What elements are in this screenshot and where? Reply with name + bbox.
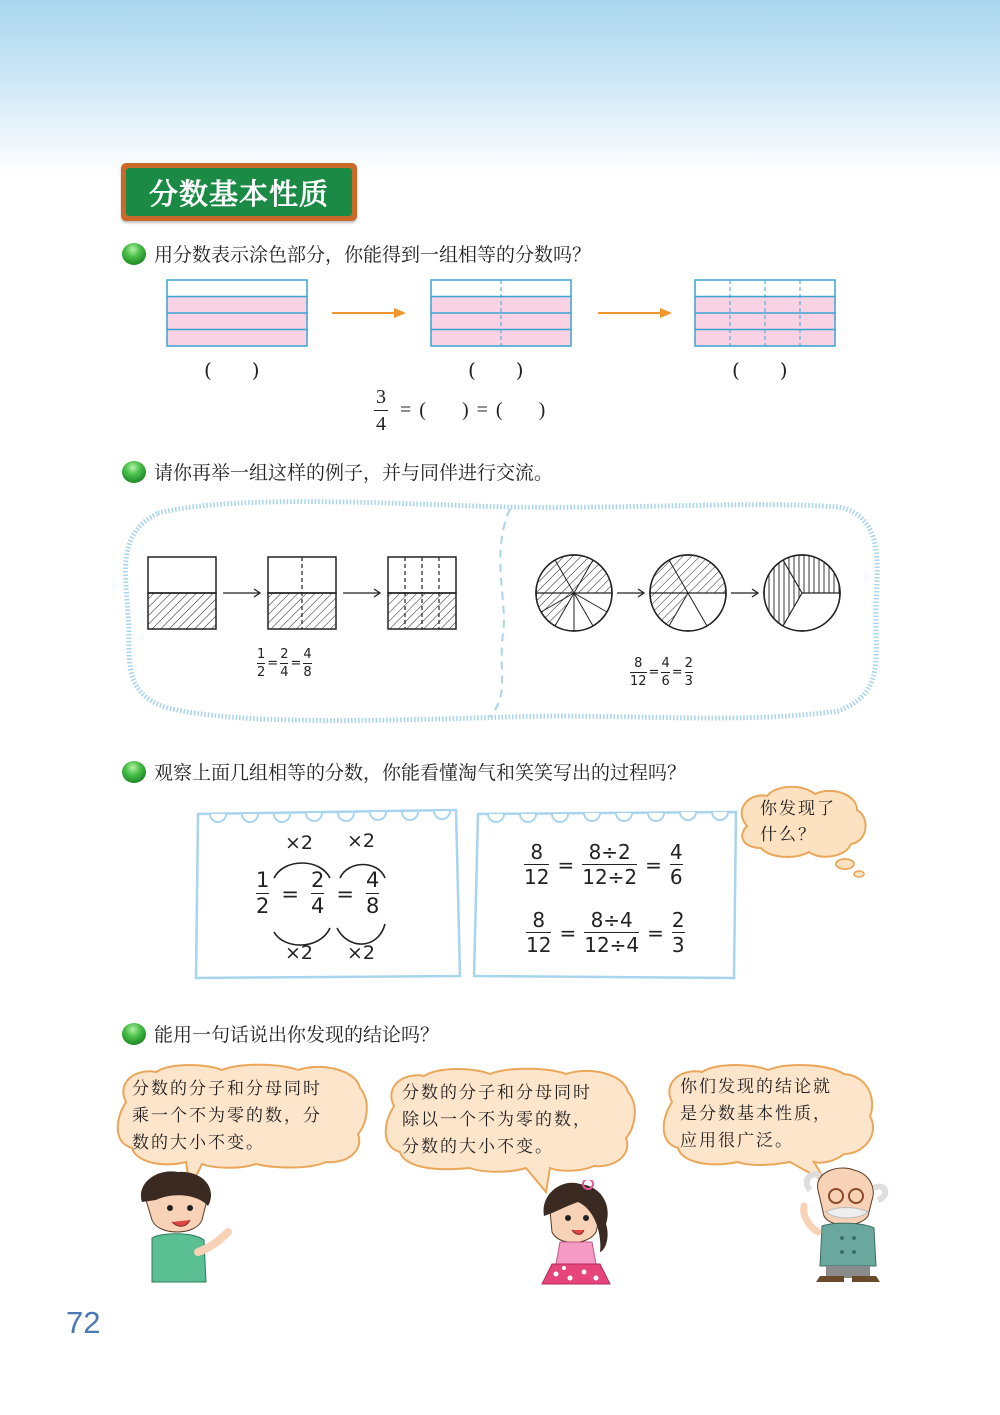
elder-character-zhihui — [796, 1166, 896, 1284]
green-bullet-icon — [122, 243, 146, 265]
times-two-label: ×2 — [285, 942, 314, 964]
rect-figure-3 — [694, 279, 836, 347]
boy-character-taoqi — [132, 1170, 232, 1285]
divide-equation-1: $\frac{8}{12}$ = $\frac{8\div 2}{12\div 2}$ = $\frac{4}{6}$ — [524, 840, 683, 889]
times-two-label: ×2 — [285, 832, 314, 854]
page-number: 72 — [66, 1305, 101, 1340]
fraction-3-4: $\frac{3}{4}$ — [376, 386, 386, 435]
divide-equation-2: $\frac{8}{12}$ = $\frac{8\div 4}{12\div 4}$ = $\frac{2}{3}$ — [526, 908, 685, 957]
lesson-title: 分数基本性质 — [126, 168, 352, 216]
question-3-text: 观察上面几组相等的分数，你能看懂淘气和笑笑写出的过程吗？ — [154, 762, 687, 784]
green-bullet-icon — [122, 1023, 146, 1045]
question-3 — [122, 758, 686, 785]
rect-example-equation: $\frac{1}{2}$ = $\frac{2}{4}$ = $\frac{4}{8}$ — [257, 647, 312, 680]
times-two-label: ×2 — [347, 830, 376, 852]
example-cloud-frame — [118, 493, 888, 725]
multiply-equation: $\frac{1}{2}$ = $\frac{2}{4}$ = $\frac{4}{8}$ — [256, 868, 380, 918]
question-4-text: 能用一句话说出你发现的结论吗？ — [154, 1024, 440, 1046]
circle-example-equation: $\frac{8}{12}$ = $\frac{4}{6}$ = $\frac{2}{3}$ — [630, 656, 693, 689]
question-2-text: 请你再举一组这样的例子，并与同伴进行交流。 — [154, 462, 554, 484]
answer-blank-2[interactable]: ( ) — [468, 358, 524, 382]
equation-blank-1[interactable]: ( ) — [419, 399, 469, 421]
girl-character-xiaoxiao — [526, 1180, 626, 1290]
times-two-label: ×2 — [347, 942, 376, 964]
question-4 — [122, 1020, 439, 1047]
speech-text-taoqi: 分数的分子和分母同时 乘一个不为零的数，分 数的大小不变。 — [132, 1079, 322, 1153]
answer-blank-3[interactable]: ( ) — [732, 358, 788, 382]
answer-blank-1[interactable]: ( ) — [204, 358, 260, 382]
question-2 — [122, 458, 553, 485]
rect-figure-1 — [166, 279, 308, 347]
equation-three-quarters: $\frac{3}{4}$ = ( ) = ( ) — [376, 386, 546, 435]
green-bullet-icon — [122, 761, 146, 783]
thought-bubble-text: 你发现了 什么？ — [760, 799, 836, 845]
question-1-text: 用分数表示涂色部分，你能得到一组相等的分数吗？ — [154, 244, 592, 266]
rect-figure-2 — [430, 279, 572, 347]
lesson-title-board — [121, 163, 357, 221]
arrow-right-icon — [596, 306, 676, 320]
equation-blank-2[interactable]: ( ) — [495, 399, 546, 421]
arrow-right-icon — [330, 306, 410, 320]
header-gradient-band — [0, 0, 1000, 175]
circle-thirds-example — [536, 555, 840, 631]
rectangle-halves-example — [148, 557, 456, 629]
green-bullet-icon — [122, 461, 146, 483]
speech-text-xiaoxiao: 分数的分子和分母同时 除以一个不为零的数， 分数的大小不变。 — [402, 1083, 592, 1157]
question-1 — [122, 240, 591, 267]
speech-text-wise-elder: 你们发现的结论就 是分数基本性质， 应用很广泛。 — [680, 1077, 832, 1151]
